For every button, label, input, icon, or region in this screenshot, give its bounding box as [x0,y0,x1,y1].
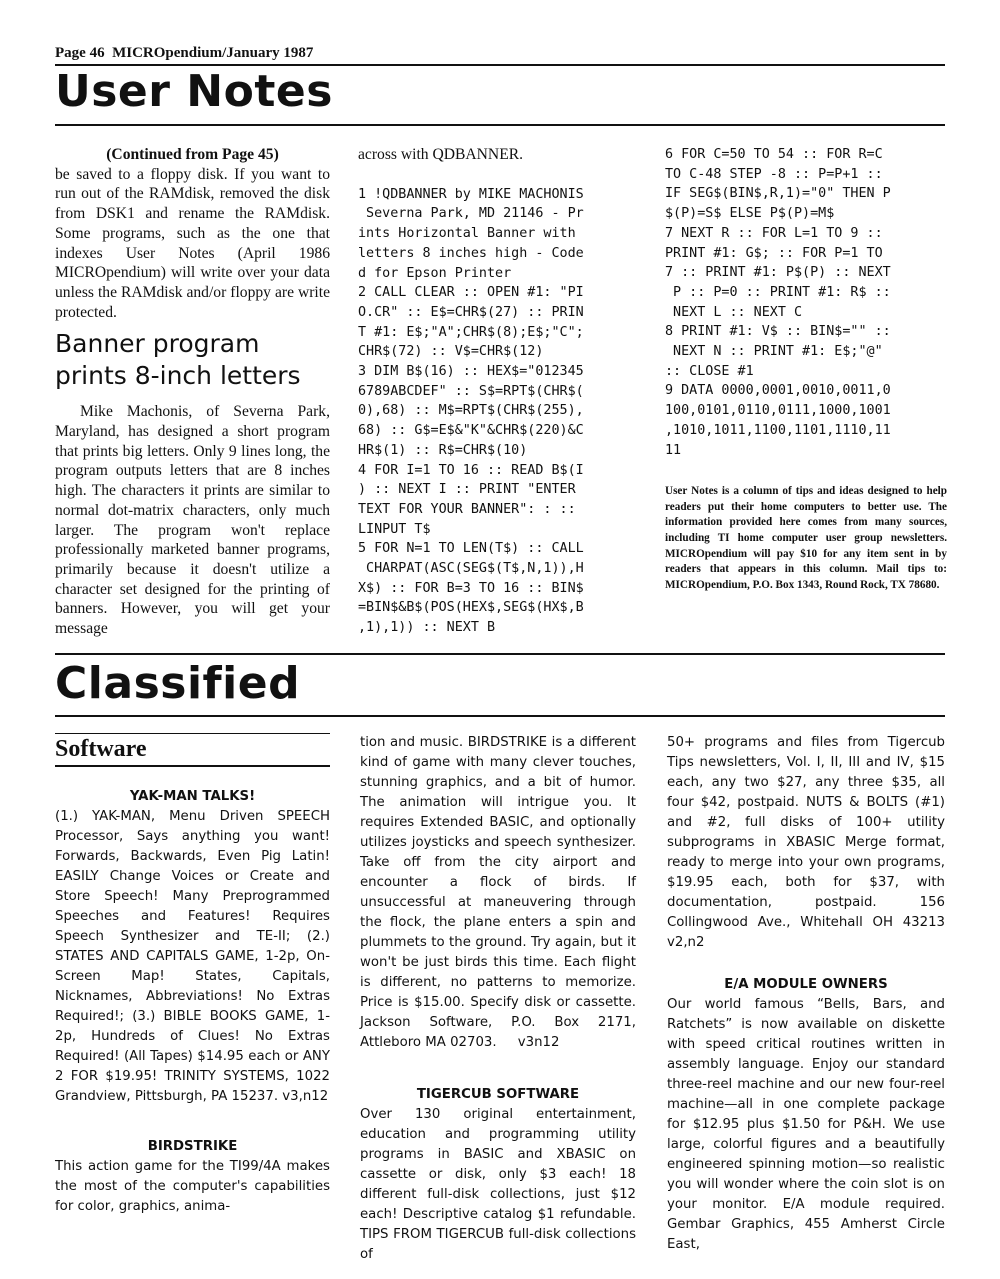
user-notes-column-3 [665,145,947,593]
page-header [55,45,313,62]
ad-birdstrike-body-b: tion and music. BIRDSTRIKE is a different kind of game with many clever touches, stunning graphics, and a bit of humor. The animation will intrigue you. It requires Extended BASIC, and optionally utilizes joysticks and speech synthesizer. Take off from the city airport and encounter a flock of birds. If unsuccessful at maneuvering through the flock, the plane enters a spin and plummets to the ground. Try again, but it won't be just birds this time. Each flight is different, no patterns to memorize. Price is $15.00. Specify disk or cassette. Jackson Software, P.O. Box 2171, Attleboro MA 02703. v3n12 [360,735,636,1050]
ad-birdstrike-code: v3n12 [517,1035,560,1050]
code-listing-part-1: 1 !QDBANNER by MIKE MACHONIS Severna Park, MD 21146 - Pr ints Horizontal Banner with letters 8 inches high - Code d for Epson Printer 2 CALL CLEAR :: OPEN #1: "PI O.CR" :: E$=CHR$(27) :: PRIN T #1: E$;"A";CHR$(8);E$;"C"; CHR$(72) :: V$=CHR$(12) 3 DIM B$(16) :: HEX$="012345 6789ABCDEF" :: S$=RPT$(CHR$( 0),68) :: M$=RPT$(CHR$(255), 68) :: G$=E$&"K"&CHR$(220)&C HR$(1) :: R$=CHR$(10) 4 FOR I=1 TO 16 :: READ B$(I ) :: NEXT I :: PRINT "ENTER TEXT FOR YOUR BANNER": : :: LINPUT T$ 5 FOR N=1 TO LEN(T$) :: CALL CHARPAT(ASC(SEG$(T$,N,1)),H X$) :: FOR B=3 TO 16 :: BIN$ =BIN$&B$(POS(HEX$,SEG$(HX$,B ,1),1)) :: NEXT B [358,186,584,636]
user-notes-about: User Notes is a column of tips and ideas designed to help readers put their home computers to better use. The information provided here comes from many sources, including TI home computer user group newsletters. MICROpendium will pay $10 for any item sent in by readers that appears in this column. Mail tips to: MICROpendium, P.O. Box 1343, Round Rock, TX 78680. [665,485,947,591]
classified-column-3 [667,733,945,1255]
banner-heading: Banner program prints 8-inch letters [55,329,301,391]
user-notes-column-1 [55,145,330,639]
ad-birdstrike-start [55,1137,330,1217]
user-notes-column-2 [358,145,638,638]
software-heading: Software [55,736,147,762]
ad-birdstrike-body-a: This action game for the TI99/4A makes the most of the computer's capabilities for color, graphics, anima- [55,1159,330,1214]
classified-column-1 [55,733,330,1217]
ad-tigercub-heading: TIGERCUB SOFTWARE [416,1087,580,1102]
ad-yakman-body: (1.) YAK-MAN, Menu Driven SPEECH Processor, Says anything you want! Forwards, Backwards, Even Pig Latin! EASILY Change Voices or Create and Store Speech! Many Preprogrammed Speeches and Features! Requires Speech Synthesizer and TE-II; (2.) STATES AND CAPITALS GAME, 1-2p, On-Screen Map! States, Capitals, Nicknames, Abbreviations! No Extras Required!; (3.) BIBLE BOOKS GAME, 1-2p, Hundreds of Clues! No Extras Required! (All Tapes) $14.95 each or ANY 2 FOR $19.95! TRINITY SYSTEMS, 1022 Grandview, Pittsburgh, PA 15237. v3,n12 [55,809,330,1104]
software-top-rule [55,733,330,734]
classified-column-2 [360,733,636,1265]
ad-tigercub [360,1085,636,1265]
ad-ea-module [667,975,945,1255]
banner-paragraph: Mike Machonis, of Severna Park, Maryland, has designed a short program that prints big letters. Only 9 lines long, the program outputs letters that are 8 inches high. The characters it prints are similar to normal dot-matrix characters, only much larger. The program won't replace professionally marketed banner programs, primarily because it doesn't utilize a character set designed for the printing of banners. However, you will get your message [55,403,330,638]
code-intro: across with QDBANNER. [358,146,524,163]
code-listing-part-2: 6 FOR C=50 TO 54 :: FOR R=C TO C-48 STEP -8 :: P=P+1 :: IF SEG$(BIN$,R,1)="0" THEN P $(P)=S$ ELSE P$(P)=M$ 7 NEXT R :: FOR L=1 TO 9 :: PRINT #1: G$; :: FOR P=1 TO 7 :: PRINT #1: P$(P) :: NEXT P :: P=0 :: PRINT #1: R$ :: NEXT L :: NEXT C 8 PRINT #1: V$ :: BIN$="" :: NEXT N :: PRINT #1: E$;"@" :: CLOSE #1 9 DATA 0000,0001,0010,0011,0 100,0101,0110,0111,1000,1001 ,1010,1011,1100,1101,1110,11 11 [665,147,891,458]
ad-yakman-heading: YAK-MAN TALKS! [129,789,256,804]
publication-date: MICROpendium/January 1987 [112,45,314,61]
ad-birdstrike-heading: BIRDSTRIKE [147,1139,238,1154]
ad-ea-body: Our world famous “Bells, Bars, and Ratchets” is now available on diskette with speed critical routines written in assembly language. Enjoy our standard three-reel machine and our new four-reel machine—all in one complete package for $12.95 plus $1.50 for P&H. We use large, colorful figures and a beautifully engineered spinning motion—so realistic you will wonder where the coin slot is on your monitor. E/A module required. Gembar Graphics, 455 Amherst Circle East, [667,997,945,1252]
ad-tigercub-body-b: 50+ programs and files from Tigercub Tips newsletters, Vol. I, II, III and IV, $15 each, any two $27, any three $35, all four $42, postpaid. NUTS & BOLTS (#1) and #2, full disks of 100+ utility subprograms in XBASIC Merge format, ready to merge into your own programs, $19.95 each, both for $37, with documentation, postpaid. 156 Collingwood Ave., Whitehall OH 43213 v2,n2 [667,735,945,950]
page-number: Page 46 [55,45,105,61]
user-notes-title: User Notes [55,66,333,117]
intro-paragraph: be saved to a floppy disk. If you want to run out of the RAMdisk, removed the disk from DSK1 and rename the RAMdisk. Some programs, such as the one that indexes User Notes (April 1986 MICROpendium) will write over your data unless the RAMdisk and/or floppy are write protected. [55,165,330,321]
ad-yakman [55,787,330,1107]
ad-tigercub-body-a: Over 130 original entertainment, education and programming utility programs in BASIC and XBASIC on cassette or disk, only $3 each! 18 different full-disk collections, just $12 each! Descriptive catalog $1 refundable. TIPS FROM TIGERCUB full-disk collections of [360,1107,636,1262]
ad-ea-heading: E/A MODULE OWNERS [724,977,888,992]
software-rule [55,765,330,767]
user-notes-rule [55,124,945,126]
classified-top-rule [55,653,945,655]
continued-note: (Continued from Page 45) [106,146,279,163]
classified-title: Classified [55,658,301,709]
classified-rule [55,715,945,717]
